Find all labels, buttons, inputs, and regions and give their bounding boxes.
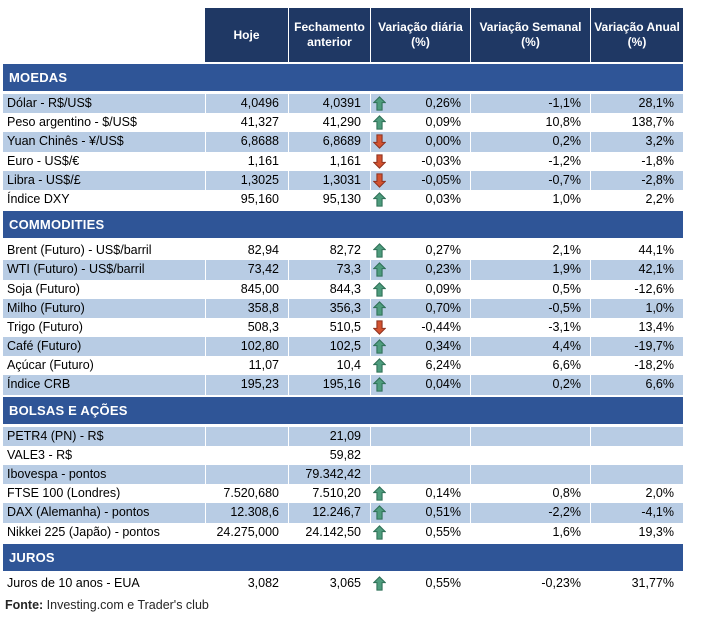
table-body [3,64,683,593]
table-row [3,356,683,375]
fechamento-anterior-value: 1,3031 [288,171,370,190]
hoje-value: 82,94 [205,241,288,260]
table-row [3,574,683,593]
row-label: Ibovespa - pontos [3,465,205,484]
variacao-semanal-value: 4,4% [470,337,590,356]
hoje-value: 195,23 [205,375,288,394]
variacao-anual-value: 6,6% [590,375,683,394]
variacao-diaria-value [370,132,470,151]
variacao-anual-value: 42,1% [590,260,683,279]
variacao-diaria-value [370,113,470,132]
variacao-diaria-value [370,375,470,394]
variacao-anual-value [590,446,683,465]
fechamento-anterior-value: 82,72 [288,241,370,260]
hoje-value: 3,082 [205,574,288,593]
section-header-bolsas-e-acoes: BOLSAS E AÇÕES [3,397,683,424]
variacao-anual-value [590,427,683,446]
header-label-spacer [3,8,205,62]
fechamento-anterior-value: 79.342,42 [288,465,370,484]
variacao-anual-value: -4,1% [590,503,683,522]
table-row [3,318,683,337]
table-row [3,446,683,465]
variacao-diaria-text: 0,14% [425,486,461,501]
table-row [3,241,683,260]
table-header [3,8,683,62]
row-label: Soja (Futuro) [7,281,80,296]
variacao-semanal-value: 6,6% [470,356,590,375]
hoje-value: 845,00 [205,280,288,299]
section-header-juros: JUROS [3,544,683,571]
table-row [3,152,683,171]
table-row [3,190,683,209]
variacao-semanal-value: -0,5% [470,299,590,318]
row-label: Libra - US$/£ [3,171,205,190]
table-row [3,132,683,151]
hoje-value: 1,3025 [205,171,288,190]
variacao-anual-value: 13,4% [590,318,683,337]
hoje-value: 73,42 [205,260,288,279]
variacao-semanal-value: -1,2% [470,152,590,171]
column-header-hoje: Hoje [205,8,288,62]
fechamento-anterior-value: 195,16 [288,375,370,394]
column-header-variacao-anual: Variação Anual (%) [590,8,683,62]
hoje-value: 102,80 [205,337,288,356]
variacao-anual-value [590,465,683,484]
variacao-diaria-value [370,152,470,171]
variacao-diaria-value [370,484,470,503]
variacao-anual-value: -19,7% [590,337,683,356]
hoje-value [205,465,288,484]
source-note [3,597,683,614]
variacao-diaria-value [370,523,470,542]
fechamento-anterior-value: 356,3 [288,299,370,318]
hoje-value [205,446,288,465]
fechamento-anterior-value: 10,4 [288,356,370,375]
variacao-semanal-value [470,446,590,465]
variacao-diaria-text: 0,26% [425,96,461,110]
section-header-moedas: MOEDAS [3,64,683,91]
fechamento-anterior-value: 844,3 [288,280,370,299]
variacao-diaria-text: 0,51% [425,505,461,520]
variacao-diaria-value [370,260,470,279]
variacao-diaria-value [370,574,470,593]
hoje-value: 508,3 [205,318,288,337]
table-row [3,280,683,299]
row-label: Dólar - R$/US$ [3,94,205,113]
variacao-diaria-value [370,318,470,337]
fechamento-anterior-value: 1,161 [288,152,370,171]
variacao-anual-value: 28,1% [590,94,683,113]
section-header-commodities: COMMODITIES [3,211,683,238]
table-row [3,113,683,132]
variacao-diaria-text: 0,55% [425,575,461,590]
row-label: Índice CRB [3,375,205,394]
column-header-fechamento-anterior: Fechamento anterior [288,8,370,62]
table-row [3,171,683,190]
variacao-diaria-value [370,446,470,465]
row-label: DAX (Alemanha) - pontos [3,503,205,522]
fechamento-anterior-value: 510,5 [288,318,370,337]
fechamento-anterior-value: 21,09 [288,427,370,446]
variacao-anual-value: 138,7% [590,113,683,132]
fechamento-anterior-value: 59,82 [288,446,370,465]
table-row [3,484,683,503]
variacao-diaria-text: 0,27% [425,243,461,258]
column-header-variacao-semanal: Variação Semanal (%) [470,8,590,62]
hoje-value: 41,327 [205,113,288,132]
variacao-diaria-value [370,465,470,484]
variacao-semanal-value [470,427,590,446]
variacao-semanal-value [470,465,590,484]
fechamento-anterior-value: 7.510,20 [288,484,370,503]
column-header-variacao-diaria: Variação diária (%) [370,8,470,62]
hoje-value: 12.308,6 [205,503,288,522]
table-row [3,465,683,484]
variacao-semanal-value: -0,7% [470,171,590,190]
table-row [3,299,683,318]
table-row [3,375,683,394]
variacao-anual-value: 1,0% [590,299,683,318]
variacao-diaria-text: 0,23% [425,262,461,277]
variacao-diaria-value [370,356,470,375]
variacao-diaria-text: 6,24% [425,358,461,373]
variacao-diaria-text: 0,03% [425,191,461,206]
variacao-anual-value: -18,2% [590,356,683,375]
table-row [3,503,683,522]
variacao-diaria-text: 0,00% [425,134,461,149]
table-row [3,260,683,279]
variacao-anual-value: 2,0% [590,484,683,503]
row-label: Yuan Chinês - ¥/US$ [3,132,205,151]
variacao-diaria-text: 0,70% [425,300,461,315]
variacao-anual-value: 31,77% [590,574,683,593]
variacao-semanal-value: 10,8% [470,113,590,132]
variacao-anual-value: -2,8% [590,171,683,190]
fechamento-anterior-value: 6,8689 [288,132,370,151]
fechamento-anterior-value: 95,130 [288,190,370,209]
variacao-diaria-value [370,427,470,446]
variacao-diaria-value [370,280,470,299]
variacao-semanal-value: -3,1% [470,318,590,337]
variacao-semanal-value: 1,6% [470,523,590,542]
hoje-value: 95,160 [205,190,288,209]
variacao-anual-value: 19,3% [590,523,683,542]
variacao-semanal-value: 0,2% [470,375,590,394]
row-label: FTSE 100 (Londres) [7,486,121,501]
fechamento-anterior-value: 24.142,50 [288,523,370,542]
fechamento-anterior-value: 12.246,7 [288,503,370,522]
fechamento-anterior-value: 41,290 [288,113,370,132]
source-note-label: Fonte: [5,597,44,612]
variacao-semanal-value: -2,2% [470,503,590,522]
table-row [3,427,683,446]
variacao-semanal-value: 0,2% [470,132,590,151]
variacao-diaria-text: 0,09% [425,115,461,130]
row-label: Milho (Futuro) [3,299,205,318]
row-label: Euro - US$/€ [7,153,80,168]
variacao-semanal-value: 1,0% [470,190,590,209]
variacao-anual-value: 2,2% [590,190,683,209]
row-label: Café (Futuro) [3,337,205,356]
variacao-diaria-text: -0,05% [421,172,461,187]
table-row [3,523,683,542]
variacao-diaria-value [370,299,470,318]
row-label: Trigo (Futuro) [7,319,83,334]
row-label: VALE3 - R$ [7,447,73,462]
variacao-anual-value: 3,2% [590,132,683,151]
variacao-diaria-text: -0,44% [421,319,461,334]
variacao-diaria-text: 0,34% [425,339,461,354]
variacao-semanal-value: 0,5% [470,280,590,299]
hoje-value: 358,8 [205,299,288,318]
variacao-diaria-value [370,503,470,522]
row-label: Juros de 10 anos - EUA [7,575,140,590]
variacao-semanal-value: 1,9% [470,260,590,279]
variacao-semanal-value: -0,23% [470,574,590,593]
row-label: PETR4 (PN) - R$ [3,427,205,446]
row-label: WTI (Futuro) - US$/barril [3,260,205,279]
hoje-value: 11,07 [205,356,288,375]
variacao-diaria-value [370,94,470,113]
row-label: Peso argentino - $/US$ [7,115,137,130]
variacao-semanal-value: 0,8% [470,484,590,503]
variacao-diaria-value [370,241,470,260]
variacao-diaria-text: 0,09% [425,281,461,296]
row-label: Nikkei 225 (Japão) - pontos [7,524,160,539]
variacao-diaria-value [370,171,470,190]
hoje-value: 1,161 [205,152,288,171]
hoje-value: 7.520,680 [205,484,288,503]
hoje-value: 4,0496 [205,94,288,113]
variacao-anual-value: 44,1% [590,241,683,260]
row-label: Açúcar (Futuro) [7,358,94,373]
variacao-anual-value: -1,8% [590,152,683,171]
hoje-value: 24.275,000 [205,523,288,542]
variacao-diaria-text: 0,04% [425,377,461,392]
market-table [3,8,683,614]
hoje-value [205,427,288,446]
fechamento-anterior-value: 3,065 [288,574,370,593]
fechamento-anterior-value: 4,0391 [288,94,370,113]
variacao-diaria-value [370,190,470,209]
row-label: Índice DXY [7,191,70,206]
source-note-text: Investing.com e Trader's club [43,597,209,612]
variacao-diaria-text: 0,55% [425,524,461,539]
variacao-diaria-value [370,337,470,356]
variacao-anual-value: -12,6% [590,280,683,299]
variacao-semanal-value: -1,1% [470,94,590,113]
row-label: Brent (Futuro) - US$/barril [7,243,152,258]
hoje-value: 6,8688 [205,132,288,151]
fechamento-anterior-value: 102,5 [288,337,370,356]
table-row [3,337,683,356]
fechamento-anterior-value: 73,3 [288,260,370,279]
variacao-diaria-text: -0,03% [421,153,461,168]
variacao-semanal-value: 2,1% [470,241,590,260]
table-row [3,94,683,113]
